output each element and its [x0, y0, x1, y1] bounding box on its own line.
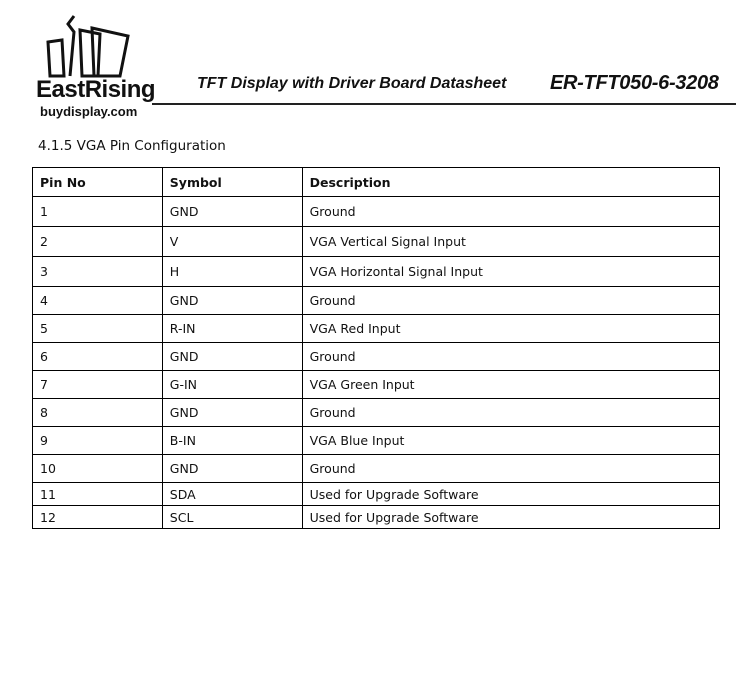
section-heading: 4.1.5 VGA Pin Configuration — [38, 138, 226, 154]
vga-pin-table — [32, 167, 720, 529]
table-row — [33, 506, 720, 529]
symbol-cell: SDA — [162, 483, 302, 506]
column-header-symbol: Symbol — [162, 168, 302, 197]
description-cell: VGA Horizontal Signal Input — [302, 257, 719, 287]
brand-url: buydisplay.com — [40, 104, 138, 119]
table-row — [33, 197, 720, 227]
table-row — [33, 371, 720, 399]
pin-cell: 6 — [33, 343, 163, 371]
logo-mark-icon — [34, 12, 164, 82]
pin-cell: 2 — [33, 227, 163, 257]
pin-cell: 3 — [33, 257, 163, 287]
description-cell: VGA Vertical Signal Input — [302, 227, 719, 257]
pin-cell: 10 — [33, 455, 163, 483]
table-row — [33, 287, 720, 315]
symbol-cell: GND — [162, 287, 302, 315]
table-row — [33, 343, 720, 371]
pin-cell: 8 — [33, 399, 163, 427]
symbol-cell: H — [162, 257, 302, 287]
header-divider — [152, 103, 736, 105]
pin-cell: 4 — [33, 287, 163, 315]
description-cell: Ground — [302, 399, 719, 427]
table-row — [33, 455, 720, 483]
description-cell: Ground — [302, 287, 719, 315]
symbol-cell: GND — [162, 455, 302, 483]
description-cell: VGA Green Input — [302, 371, 719, 399]
symbol-cell: GND — [162, 343, 302, 371]
symbol-cell: GND — [162, 399, 302, 427]
table-row — [33, 427, 720, 455]
table-row — [33, 399, 720, 427]
brand-name: EastRising — [36, 76, 156, 103]
pin-cell: 11 — [33, 483, 163, 506]
table-row — [33, 315, 720, 343]
description-cell: Used for Upgrade Software — [302, 483, 719, 506]
document-model-number: ER-TFT050-6-3208 — [550, 72, 719, 94]
table-row — [33, 483, 720, 506]
description-cell: VGA Red Input — [302, 315, 719, 343]
description-cell: Used for Upgrade Software — [302, 506, 719, 529]
pin-cell: 12 — [33, 506, 163, 529]
description-cell: VGA Blue Input — [302, 427, 719, 455]
symbol-cell: B-IN — [162, 427, 302, 455]
pin-cell: 7 — [33, 371, 163, 399]
pin-cell: 5 — [33, 315, 163, 343]
table-row — [33, 227, 720, 257]
symbol-cell: G-IN — [162, 371, 302, 399]
symbol-cell: R-IN — [162, 315, 302, 343]
column-header-pin-no: Pin No — [33, 168, 163, 197]
pin-cell: 9 — [33, 427, 163, 455]
symbol-cell: GND — [162, 197, 302, 227]
description-cell: Ground — [302, 455, 719, 483]
description-cell: Ground — [302, 197, 719, 227]
symbol-cell: SCL — [162, 506, 302, 529]
description-cell: Ground — [302, 343, 719, 371]
pin-cell: 1 — [33, 197, 163, 227]
symbol-cell: V — [162, 227, 302, 257]
document-title: TFT Display with Driver Board Datasheet — [197, 75, 507, 92]
table-row — [33, 257, 720, 287]
table-header-row — [33, 168, 720, 197]
column-header-description: Description — [302, 168, 719, 197]
